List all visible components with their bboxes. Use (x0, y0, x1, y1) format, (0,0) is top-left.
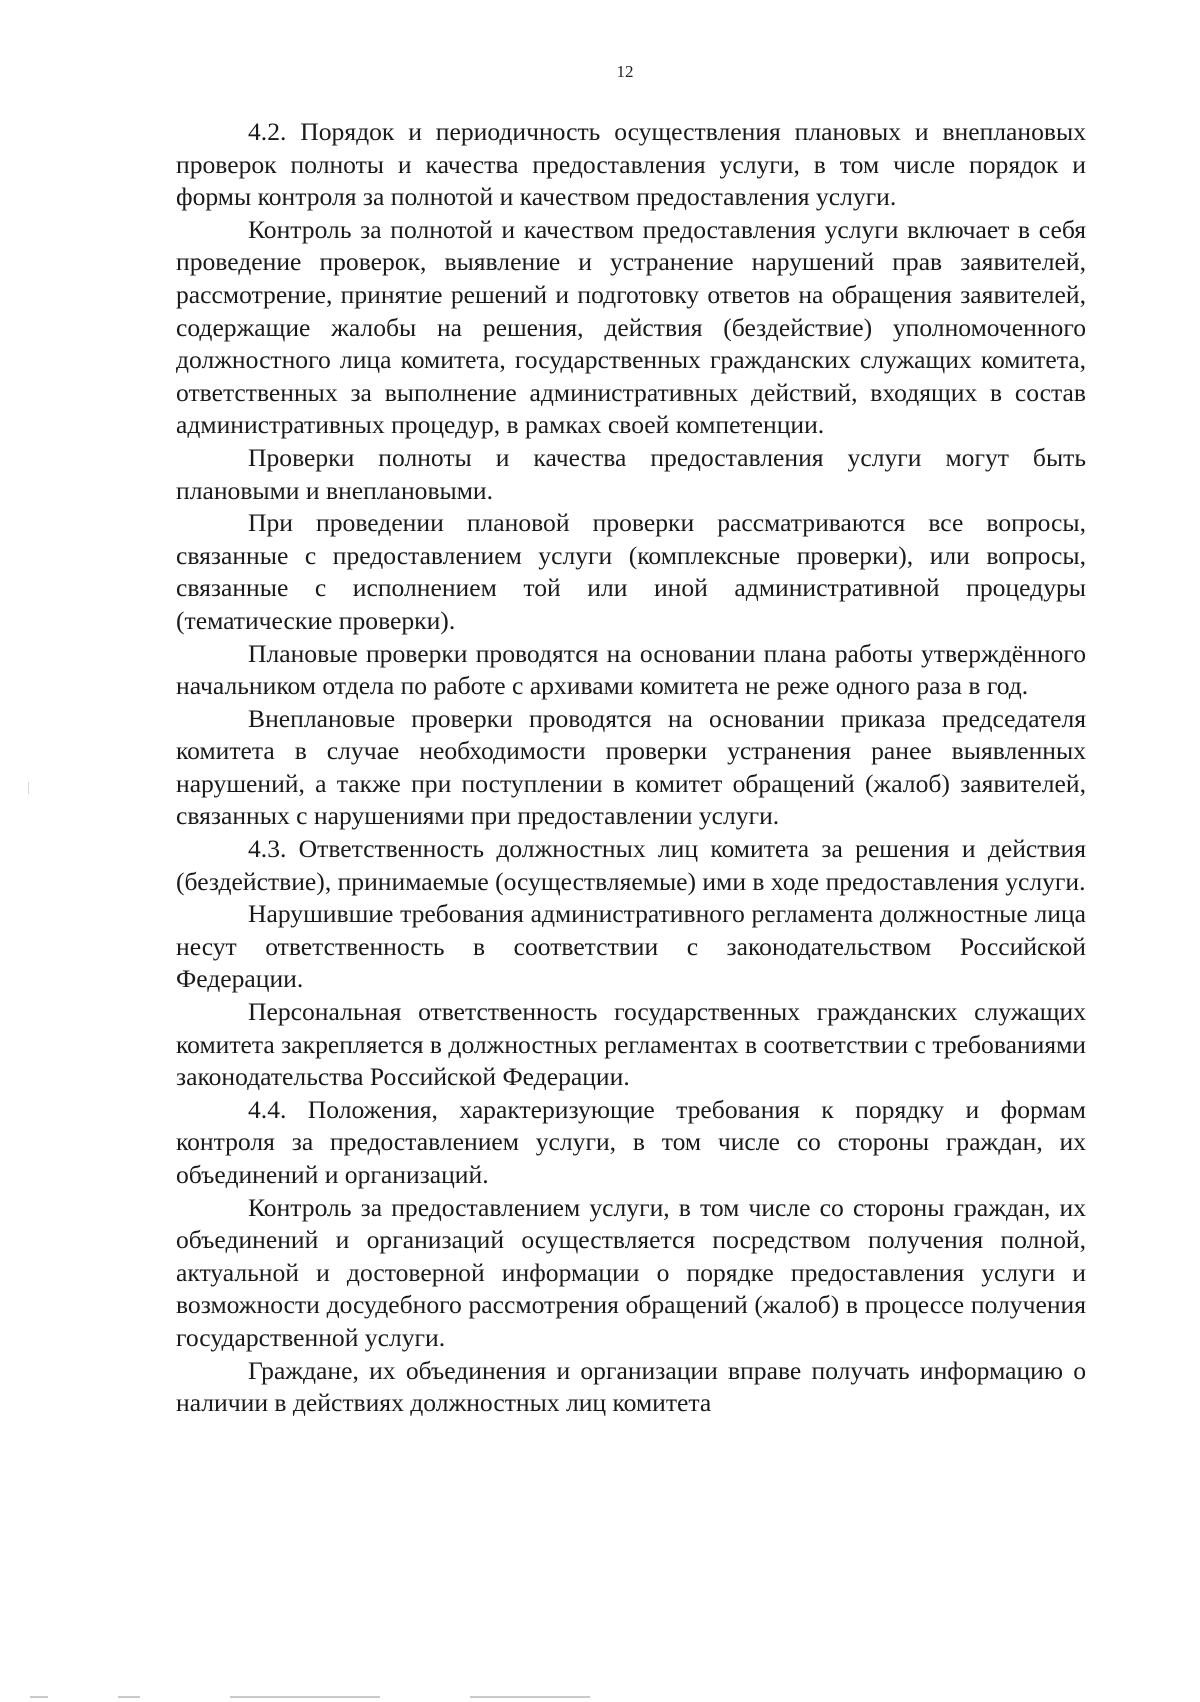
paragraph-public-control: Контроль за предоставлением услуги, в том числе со стороны граждан, их объединений и организаций осуществляется посредством получения полной, актуальной и достоверной информации о порядке предоставления услуги и возможности досудебного рассмотрения обращений (жалоб) в процессе получения государственной услуги. (176, 1192, 1086, 1352)
scan-margin-mark (28, 782, 29, 794)
scan-speck (30, 1696, 48, 1698)
page-number: 12 (616, 62, 634, 81)
paragraph-unplanned-checks: Внеплановые проверки проводятся на основании приказа председателя комитета в случае необходимости проверки устранения ранее выявленных нарушений, а также при поступлении в комитет обращений (жалоб) заявителей, связанных с нарушениями при предоставлении услуги. (176, 703, 1086, 831)
scan-speck (470, 1696, 590, 1698)
paragraph-4-3-heading: 4.3. Ответственность должностных лиц комитета за решения и действия (бездействие), принимаемые (осуществляемые) ими в ходе предоставления услуги. (176, 834, 1086, 896)
paragraph-planned-check-questions: При проведении плановой проверки рассматриваются все вопросы, связанные с предоставлением услуги (комплексные проверки), или вопросы, связанные с исполнением той или иной административной процедуры (тематические проверки). (176, 508, 1086, 635)
paragraph-control-scope: Контроль за полнотой и качеством предоставления услуги включает в себя проведение проверок, выявление и устранение нарушений прав заявителей, рассмотрение, принятие решений и подготовку ответов на обращения заявителей, содержащие жалобы на решения, действия (бездействие) уполномоченного должностного лица комитета, государственных гражданских служащих комитета, ответственных за выполнение административных действий, входящих в состав административных процедур, в рамках своей компетенции. (176, 214, 1086, 440)
paragraph-4-2-heading: 4.2. Порядок и периодичность осуществления плановых и внеплановых проверок полноты и качества предоставления услуги, в том числе порядок и формы контроля за полнотой и качеством предоставления услуги. (176, 117, 1086, 212)
paragraph-planned-checks: Плановые проверки проводятся на основании плана работы утверждённого начальником отдела по работе с архивами комитета не реже одного раза в год. (176, 638, 1086, 701)
paragraph-citizens-rights: Граждане, их объединения и организации вправе получать информацию о наличии в действиях должностных лиц комитета (176, 1355, 1086, 1418)
document-body (176, 116, 1086, 1420)
scan-speck (118, 1696, 140, 1698)
paragraph-4-4-heading: 4.4. Положения, характеризующие требования к порядку и формам контроля за предоставлением услуги, в том числе со стороны граждан, их объединений и организаций. (176, 1094, 1086, 1189)
scan-edge-artifacts (0, 1690, 1200, 1702)
paragraph-violators-responsibility: Нарушившие требования административного регламента должностные лица несут ответственность в соответствии с законодательством Российской Федерации. (176, 899, 1086, 994)
paragraph-check-types: Проверки полноты и качества предоставления услуги могут быть плановыми и внеплановыми. (176, 442, 1086, 505)
paragraph-personal-responsibility: Персональная ответственность государственных гражданских служащих комитета закрепляется в должностных регламентах в соответствии с требованиями законодательства Российской Федерации. (176, 997, 1086, 1092)
scan-speck (230, 1696, 380, 1698)
